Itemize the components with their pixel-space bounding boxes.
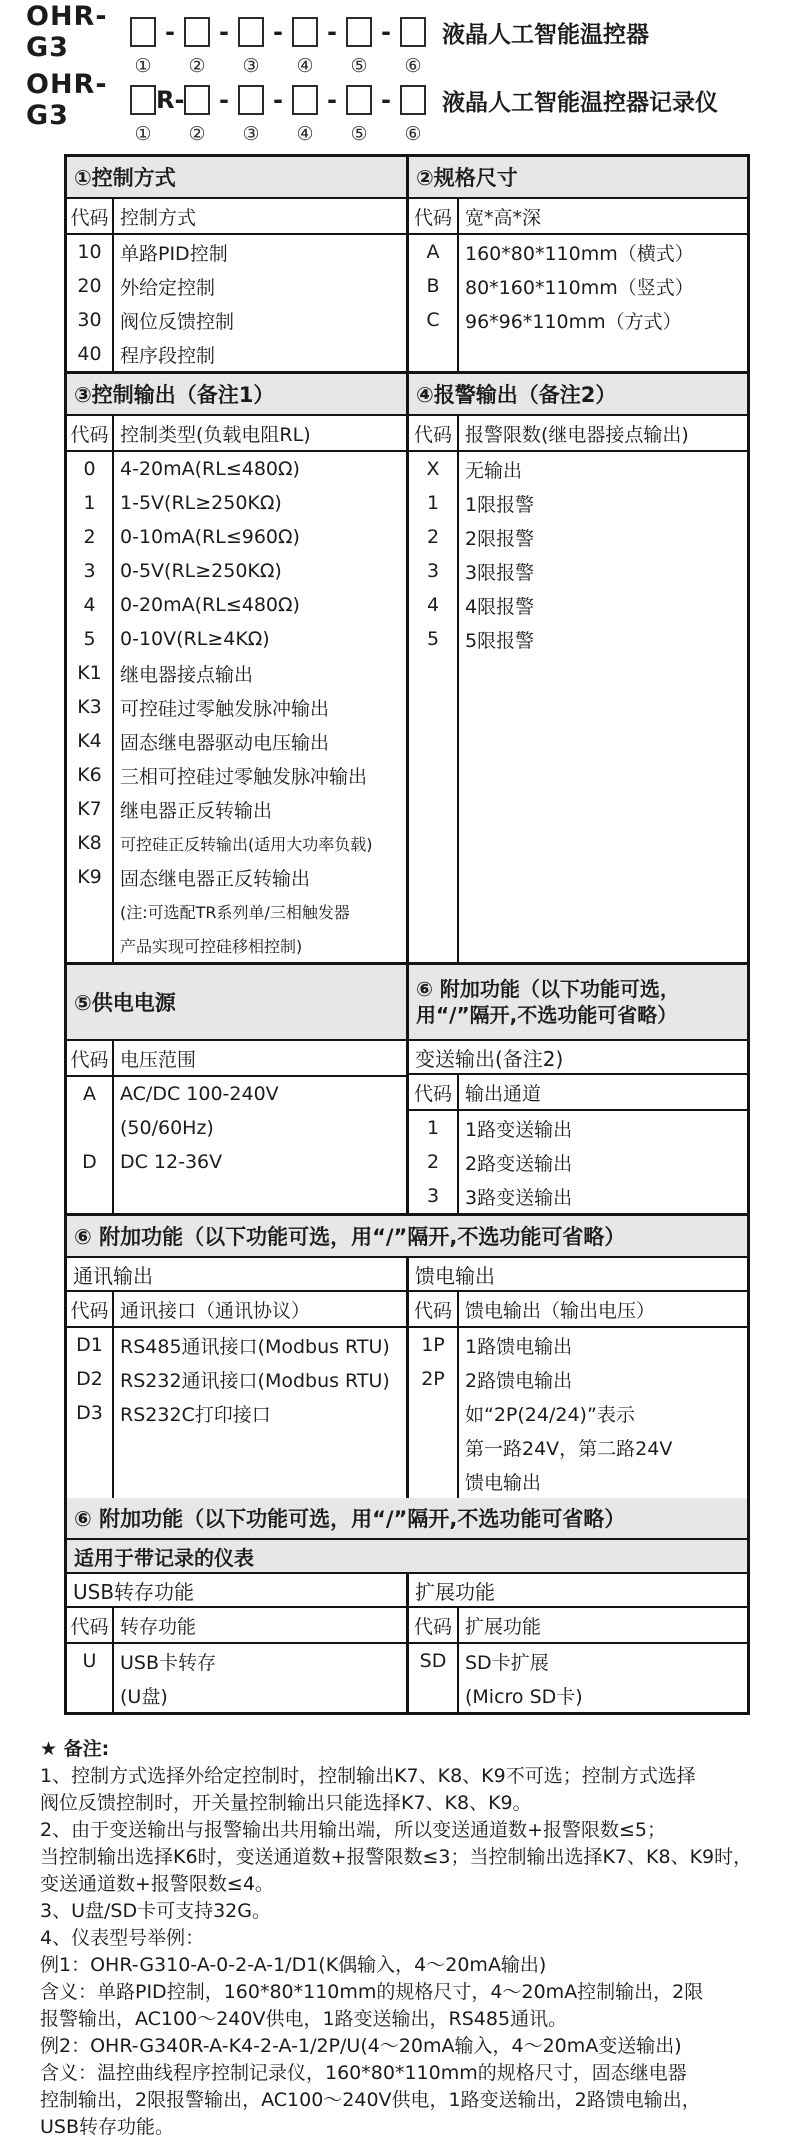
- row-code: C: [409, 303, 459, 337]
- dash-separator: -: [273, 18, 283, 46]
- row-desc: 单路PID控制: [120, 242, 228, 265]
- note-line: 含义：温控曲线程序控制记录仪，160*80*110mm的规格尺寸，固态继电器: [40, 2062, 687, 2084]
- table-row: [409, 1678, 747, 1712]
- model-code-box: [238, 17, 264, 47]
- row-desc: 如“2P(24/24)”表示: [465, 1403, 635, 1426]
- table-row: [409, 622, 747, 656]
- row-code: 1: [409, 1111, 459, 1145]
- column-header-row: [67, 416, 406, 452]
- code-header: 代码: [409, 1608, 459, 1642]
- model-code-box: [400, 17, 426, 47]
- column-header-row: [67, 1041, 406, 1077]
- section-title: ④报警输出（备注2）: [409, 374, 747, 416]
- row-desc: 固态继电器驱动电压输出: [120, 731, 330, 754]
- desc-header: 转存功能: [120, 1615, 197, 1638]
- note-line: 当控制输出选择K6时，变送通道数+报警限数≤3；当控制输出选择K7、K8、K9时，: [40, 1846, 753, 1868]
- table-row: [67, 486, 406, 520]
- row-desc: 阀位反馈控制: [120, 310, 235, 333]
- code-header: 代码: [409, 199, 459, 233]
- code-header: 代码: [67, 1041, 114, 1075]
- usb-sd-body: [67, 1574, 747, 1712]
- section-title: ①控制方式: [67, 157, 406, 199]
- column-header-row: [67, 1608, 406, 1644]
- row-code: 3: [67, 554, 114, 588]
- note-line: 变送通道数+报警限数≤4。: [40, 1873, 274, 1895]
- group-title: 变送输出(备注2): [409, 1041, 747, 1075]
- table-row: [67, 894, 406, 928]
- filler-desc: [459, 656, 465, 962]
- filler-code: [409, 337, 459, 371]
- row-desc: (50/60Hz): [120, 1117, 214, 1139]
- row-desc: 160*80*110mm（横式）: [465, 242, 694, 265]
- circled-digit: ④: [296, 123, 314, 145]
- table-row: [67, 1678, 406, 1712]
- digit-row: [26, 120, 790, 148]
- feed-power-half: [406, 1258, 747, 1498]
- body-rows: [67, 1644, 406, 1712]
- power-half: [67, 965, 406, 1213]
- row-desc: DC 12-36V: [120, 1151, 223, 1173]
- row-desc: USB卡转存: [120, 1651, 217, 1674]
- table-row: [67, 1362, 406, 1396]
- table-row: [409, 269, 747, 303]
- circled-digit: ②: [188, 123, 206, 145]
- table-filler: [67, 1179, 406, 1213]
- dash-separator: -: [219, 86, 229, 114]
- circled-digit: ⑥: [404, 55, 422, 77]
- row-code: 4: [67, 588, 114, 622]
- table-row: [67, 860, 406, 894]
- row-code: D: [67, 1145, 114, 1179]
- note-line: 例2：OHR-G340R-A-K4-2-A-1/2P/U(4～20mA输入，4～20mA变送输出): [40, 2035, 682, 2057]
- row-code: 2: [67, 520, 114, 554]
- code-header: 代码: [409, 1075, 459, 1109]
- row-code: 1: [67, 486, 114, 520]
- row-desc: 4-20mA(RL≤480Ω): [120, 458, 300, 480]
- r-dash-separator: R-: [156, 86, 185, 114]
- body-rows: [409, 452, 747, 962]
- section-title: ⑤供电电源: [67, 965, 406, 1041]
- table-row: [409, 1430, 747, 1464]
- row-code: K9: [67, 860, 114, 894]
- row-code: [67, 894, 114, 928]
- row-code: [67, 928, 114, 962]
- section-addons-recorder: [67, 1498, 747, 1712]
- table-row: [67, 1396, 406, 1430]
- model-code-box: [184, 17, 210, 47]
- row-desc: 1路馈电输出: [465, 1335, 573, 1358]
- section-control-output-and-alarm: [67, 371, 747, 962]
- table-row: [409, 303, 747, 337]
- desc-header: 报警限数(继电器接点输出): [465, 423, 689, 446]
- row-code: 2: [409, 520, 459, 554]
- dash-separator: -: [381, 18, 391, 46]
- usb-half: [67, 1574, 406, 1712]
- row-code: K7: [67, 792, 114, 826]
- row-code: 3: [409, 1179, 459, 1213]
- column-header-row: [67, 199, 406, 235]
- circled-digit: ②: [188, 55, 206, 77]
- circled-digit: ⑤: [350, 55, 368, 77]
- filler-desc: [459, 337, 465, 371]
- row-code: 20: [67, 269, 114, 303]
- filler-desc: [114, 1179, 120, 1213]
- row-desc: 固态继电器正反转输出: [120, 867, 311, 890]
- row-desc: 0-10mA(RL≤960Ω): [120, 526, 300, 548]
- table-row: [67, 792, 406, 826]
- model-line-recorder: [26, 69, 790, 131]
- row-desc: 继电器接点输出: [120, 663, 254, 686]
- model-code-box: [346, 85, 372, 115]
- desc-header: 电压范围: [120, 1048, 197, 1071]
- row-code: [409, 1678, 459, 1712]
- row-code: SD: [409, 1644, 459, 1678]
- body-rows: [409, 1328, 747, 1498]
- table-row: [409, 1362, 747, 1396]
- code-header: 代码: [409, 416, 459, 450]
- section-control-mode-and-size: [67, 157, 747, 371]
- filler-code: [409, 656, 459, 962]
- alarm-output-half: [406, 374, 747, 962]
- table-row: [409, 1111, 747, 1145]
- row-desc: 2路变送输出: [465, 1152, 573, 1175]
- desc-header: 扩展功能: [465, 1615, 542, 1638]
- table-row: [67, 656, 406, 690]
- spec-table: [64, 154, 750, 1715]
- row-desc: 1限报警: [465, 493, 535, 516]
- circled-digit: ③: [242, 55, 260, 77]
- row-desc: AC/DC 100-240V: [120, 1083, 279, 1105]
- table-filler: [67, 1430, 406, 1498]
- note-line: 例1：OHR-G310-A-0-2-A-1/D1(K偶输入，4～20mA输出): [40, 1954, 547, 1976]
- row-code: D2: [67, 1362, 114, 1396]
- row-desc: (U盘): [120, 1685, 168, 1708]
- comm-feed-body: [67, 1258, 747, 1498]
- row-code: U: [67, 1644, 114, 1678]
- table-row: [67, 928, 406, 962]
- row-desc: 三相可控硅过零触发脉冲输出: [120, 765, 368, 788]
- row-code: 0: [67, 452, 114, 486]
- row-desc: 96*96*110mm（方式）: [465, 310, 682, 333]
- table-row: [409, 1644, 747, 1678]
- table-row: [67, 1111, 406, 1145]
- column-header-row: [409, 1608, 747, 1644]
- row-desc: 可控硅过零触发脉冲输出: [120, 697, 330, 720]
- section-title: ⑥ 附加功能（以下功能可选，用“/”隔开,不选功能可省略）: [67, 1216, 747, 1258]
- row-desc: 产品实现可控硅移相控制): [120, 936, 303, 956]
- row-desc: 0-5V(RL≥250KΩ): [120, 560, 282, 582]
- code-header: 代码: [67, 1292, 114, 1326]
- dash-separator: -: [327, 18, 337, 46]
- section-title: [409, 965, 747, 1041]
- filler-code: [67, 1430, 114, 1498]
- table-row: [67, 554, 406, 588]
- row-code: 5: [409, 622, 459, 656]
- row-desc: 3路变送输出: [465, 1186, 573, 1209]
- dash-separator: -: [165, 18, 175, 46]
- row-code: [67, 1111, 114, 1145]
- model-code-box: [130, 17, 156, 47]
- group-title: 扩展功能: [409, 1574, 747, 1608]
- comm-half: [67, 1258, 406, 1498]
- row-desc: 馈电输出: [465, 1471, 542, 1494]
- row-desc: 可控硅正反转输出(适用大功率负载): [120, 834, 373, 854]
- note-line: 4、仪表型号举例：: [40, 1927, 205, 1949]
- model-prefix: OHR-G3: [26, 69, 108, 131]
- table-row: [409, 1396, 747, 1430]
- row-desc: (注:可选配TR系列单/三相触发器: [120, 902, 350, 922]
- row-desc: 4限报警: [465, 595, 535, 618]
- row-desc: 1-5V(RL≥250KΩ): [120, 492, 282, 514]
- row-code: D3: [67, 1396, 114, 1430]
- row-code: K3: [67, 690, 114, 724]
- table-row: [67, 235, 406, 269]
- row-code: K6: [67, 758, 114, 792]
- table-row: [67, 690, 406, 724]
- row-desc: (Micro SD卡): [465, 1685, 583, 1708]
- transmit-output-half: [406, 965, 747, 1213]
- note-line: USB转存功能。: [40, 2116, 175, 2138]
- row-code: D1: [67, 1328, 114, 1362]
- note-line: 控制输出，2限报警输出，AC100～240V供电，1路变送输出，2路馈电输出，: [40, 2089, 701, 2111]
- row-code: 2P: [409, 1362, 459, 1396]
- model-code-box: [130, 85, 156, 115]
- column-header-row: [409, 1292, 747, 1328]
- section-title: ③控制输出（备注1）: [67, 374, 406, 416]
- filler-code: [67, 1179, 114, 1213]
- sd-half: [406, 1574, 747, 1712]
- row-code: 30: [67, 303, 114, 337]
- desc-header: 控制类型(负载电阻RL): [120, 423, 311, 446]
- dash-separator: -: [219, 18, 229, 46]
- group-title: USB转存功能: [67, 1574, 406, 1608]
- table-row: [409, 486, 747, 520]
- table-row: [67, 337, 406, 371]
- table-row: [67, 1145, 406, 1179]
- table-row: [67, 588, 406, 622]
- row-desc: 第一路24V，第二路24V: [465, 1437, 673, 1460]
- column-header-row: [409, 199, 747, 235]
- column-header-row: [67, 1292, 406, 1328]
- desc-header: 宽*高*深: [465, 206, 542, 229]
- row-code: 1P: [409, 1328, 459, 1362]
- table-row: [67, 826, 406, 860]
- desc-header: 输出通道: [465, 1082, 542, 1105]
- row-desc: 2限报警: [465, 527, 535, 550]
- circled-digit: ①: [134, 55, 152, 77]
- note-line: 3、U盘/SD卡可支持32G。: [40, 1900, 271, 1922]
- row-code: [409, 1464, 459, 1498]
- row-code: [409, 1396, 459, 1430]
- row-desc: 无输出: [465, 459, 523, 482]
- row-code: B: [409, 269, 459, 303]
- section-power-and-addons: [67, 962, 747, 1213]
- row-code: 3: [409, 554, 459, 588]
- section-title: ⑥ 附加功能（以下功能可选，用“/”隔开,不选功能可省略）: [67, 1498, 747, 1540]
- body-rows: [67, 1077, 406, 1213]
- row-desc: 3限报警: [465, 561, 535, 584]
- table-filler: [409, 337, 747, 371]
- body-rows: [409, 1111, 747, 1213]
- section-title-line2: 用“/”隔开,不选功能可省略）: [416, 1003, 678, 1027]
- table-row: [409, 588, 747, 622]
- row-desc: 5限报警: [465, 629, 535, 652]
- row-desc: SD卡扩展: [465, 1651, 549, 1674]
- product-name-controller: 液晶人工智能温控器: [442, 21, 649, 48]
- row-desc: 程序段控制: [120, 344, 216, 367]
- dash-separator: -: [327, 86, 337, 114]
- control-mode-half: [67, 157, 406, 371]
- circled-digit: ⑤: [350, 123, 368, 145]
- model-code-box: [346, 17, 372, 47]
- model-code-box: [292, 17, 318, 47]
- notes-section: [40, 1735, 790, 2141]
- code-header: 代码: [67, 416, 114, 450]
- model-line-controller: [26, 1, 790, 63]
- row-code: 10: [67, 235, 114, 269]
- table-row: [409, 1145, 747, 1179]
- column-header-row: [409, 1075, 747, 1111]
- row-code: 4: [409, 588, 459, 622]
- body-rows: [409, 1644, 747, 1712]
- table-row: [67, 269, 406, 303]
- table-row: [67, 1644, 406, 1678]
- note-line: 1、控制方式选择外给定控制时，控制输出K7、K8、K9不可选；控制方式选择: [40, 1765, 696, 1787]
- row-code: K8: [67, 826, 114, 860]
- table-row: [409, 1464, 747, 1498]
- row-desc: 80*160*110mm（竖式）: [465, 276, 694, 299]
- filler-desc: [114, 1430, 120, 1498]
- code-header: 代码: [67, 199, 114, 233]
- table-row: [67, 622, 406, 656]
- row-desc: 1路变送输出: [465, 1118, 573, 1141]
- group-title: 通讯输出: [67, 1258, 406, 1292]
- table-row: [409, 452, 747, 486]
- row-desc: 2路馈电输出: [465, 1369, 573, 1392]
- model-code-box: [184, 85, 210, 115]
- table-row: [409, 235, 747, 269]
- row-code: 40: [67, 337, 114, 371]
- table-row: [67, 724, 406, 758]
- body-rows: [409, 235, 747, 371]
- column-header-row: [409, 416, 747, 452]
- row-desc: 继电器正反转输出: [120, 799, 273, 822]
- circled-digit: ③: [242, 123, 260, 145]
- model-prefix: OHR-G3: [26, 1, 108, 63]
- table-filler: [409, 656, 747, 962]
- section-addons-comm: [67, 1213, 747, 1498]
- table-row: [409, 1179, 747, 1213]
- recorder-banner: 适用于带记录的仪表: [67, 1540, 747, 1574]
- row-desc: RS232C打印接口: [120, 1403, 271, 1426]
- group-title: 馈电输出: [409, 1258, 747, 1292]
- code-header: 代码: [67, 1608, 114, 1642]
- row-code: [67, 1678, 114, 1712]
- table-row: [409, 520, 747, 554]
- dash-separator: -: [273, 86, 283, 114]
- row-desc: 0-20mA(RL≤480Ω): [120, 594, 300, 616]
- row-code: K1: [67, 656, 114, 690]
- row-desc: RS485通讯接口(Modbus RTU): [120, 1335, 390, 1358]
- desc-header: 馈电输出（输出电压）: [465, 1299, 656, 1322]
- model-code-box: [238, 85, 264, 115]
- note-line: 含义：单路PID控制，160*80*110mm的规格尺寸，4～20mA控制输出，2限: [40, 1981, 704, 2003]
- row-code: [409, 1430, 459, 1464]
- table-row: [67, 520, 406, 554]
- note-line: 报警输出，AC100～240V供电，1路变送输出，RS485通讯。: [40, 2008, 568, 2030]
- row-code: A: [67, 1077, 114, 1111]
- table-row: [67, 303, 406, 337]
- digit-row: [26, 52, 790, 80]
- circled-digit: ⑥: [404, 123, 422, 145]
- dash-separator: -: [381, 86, 391, 114]
- section-title-line1: ⑥ 附加功能（以下功能可选，: [416, 977, 680, 1001]
- notes-title: ★ 备注:: [40, 1738, 110, 1760]
- code-header: 代码: [409, 1292, 459, 1326]
- body-rows: [67, 1328, 406, 1498]
- table-row: [67, 758, 406, 792]
- row-desc: 0-10V(RL≥4KΩ): [120, 628, 270, 650]
- note-line: 阀位反馈控制时，开关量控制输出只能选择K7、K8、K9。: [40, 1792, 532, 1814]
- table-row: [67, 1328, 406, 1362]
- table-row: [409, 554, 747, 588]
- circled-digit: ①: [134, 123, 152, 145]
- product-name-recorder: 液晶人工智能温控器记录仪: [442, 89, 718, 116]
- row-code: K4: [67, 724, 114, 758]
- model-code-box: [292, 85, 318, 115]
- row-code: A: [409, 235, 459, 269]
- desc-header: 控制方式: [120, 206, 197, 229]
- row-code: 2: [409, 1145, 459, 1179]
- row-code: X: [409, 452, 459, 486]
- model-code-box: [400, 85, 426, 115]
- row-desc: RS232通讯接口(Modbus RTU): [120, 1369, 390, 1392]
- model-code-area: [0, 0, 790, 148]
- note-line: 2、由于变送输出与报警输出共用输出端，所以变送通道数+报警限数≤5；: [40, 1819, 667, 1841]
- row-desc: 外给定控制: [120, 276, 216, 299]
- table-row: [67, 1077, 406, 1111]
- table-row: [409, 1328, 747, 1362]
- table-row: [67, 452, 406, 486]
- row-code: 1: [409, 486, 459, 520]
- body-rows: [67, 452, 406, 962]
- row-code: 5: [67, 622, 114, 656]
- section-title: ②规格尺寸: [409, 157, 747, 199]
- body-rows: [67, 235, 406, 371]
- size-half: [406, 157, 747, 371]
- control-output-half: [67, 374, 406, 962]
- circled-digit: ④: [296, 55, 314, 77]
- desc-header: 通讯接口（通讯协议）: [120, 1299, 311, 1322]
